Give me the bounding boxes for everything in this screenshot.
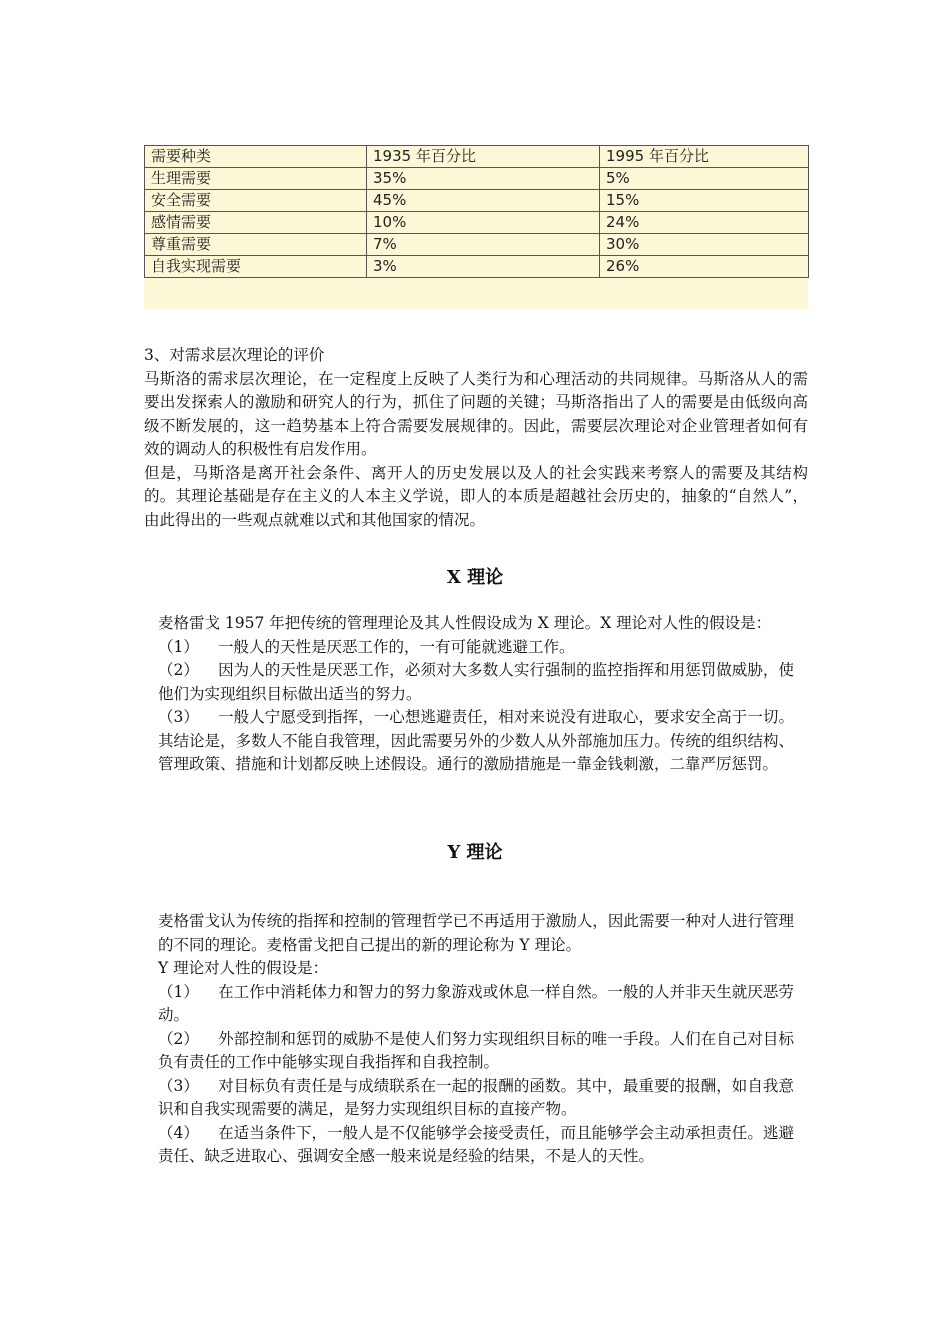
y-theory-section xyxy=(158,910,794,1169)
table-row xyxy=(145,168,809,190)
table-cell: 24% xyxy=(600,212,809,234)
item-number: （1） xyxy=(158,982,199,1001)
section-3-evaluation xyxy=(144,344,808,532)
item-number: （1） xyxy=(158,637,199,656)
table-row xyxy=(145,234,809,256)
table-cell: 5% xyxy=(600,168,809,190)
table-cell: 3% xyxy=(367,256,600,278)
item-text: 在工作中消耗体力和智力的努力象游戏或休息一样自然。一般的人并非天生就厌恶劳动。 xyxy=(158,982,794,1024)
table-row xyxy=(145,190,809,212)
item-number: （2） xyxy=(158,1029,199,1048)
table-cell: 45% xyxy=(367,190,600,212)
table-header-cell: 1935 年百分比 xyxy=(367,146,600,168)
list-item xyxy=(158,981,794,1028)
table-cell: 10% xyxy=(367,212,600,234)
table-row xyxy=(145,212,809,234)
table-cell: 自我实现需要 xyxy=(145,256,367,278)
table-cell: 26% xyxy=(600,256,809,278)
paragraph: 麦格雷戈 1957 年把传统的管理理论及其人性假设成为 X 理论。X 理论对人性的假设是： xyxy=(158,614,772,632)
item-number: （3） xyxy=(158,1076,199,1095)
y-theory-heading: Y 理论 xyxy=(447,842,503,863)
list-item xyxy=(158,1075,794,1122)
table-row xyxy=(145,256,809,278)
list-item xyxy=(158,706,794,777)
table-header-cell: 1995 年百分比 xyxy=(600,146,809,168)
item-number: （2） xyxy=(158,661,199,679)
item-text: 因为人的天性是厌恶工作，必须对大多数人实行强制的监控指挥和用惩罚做威胁，使他们为实现组织目标做出适当的努力。 xyxy=(158,661,794,703)
needs-table xyxy=(144,145,808,309)
list-item xyxy=(158,1028,794,1075)
paragraph: Y 理论对人性的假设是： xyxy=(158,959,329,977)
table-cell: 安全需要 xyxy=(145,190,367,212)
table-cell: 生理需要 xyxy=(145,168,367,190)
x-theory-section xyxy=(158,612,794,777)
item-text: 对目标负有责任是与成绩联系在一起的报酬的函数。其中，最重要的报酬，如自我意识和自我实现需要的满足，是努力实现组织目标的直接产物。 xyxy=(158,1076,794,1118)
table-header-row xyxy=(145,146,809,168)
list-item xyxy=(158,659,794,706)
section-title: 3、对需求层次理论的评价 xyxy=(144,346,325,364)
paragraph: 麦格雷戈认为传统的指挥和控制的管理哲学已不再适用于激励人，因此需要一种对人进行管理的不同的理论。麦格雷戈把自己提出的新的理论称为 Y 理论。 xyxy=(158,912,794,954)
table-header-cell: 需要种类 xyxy=(145,146,367,168)
table-cell: 感情需要 xyxy=(145,212,367,234)
paragraph: 但是，马斯洛是离开社会条件、离开人的历史发展以及人的社会实践来考察人的需要及其结构的。其理论基础是存在主义的人本主义学说，即人的本质是超越社会历史的，抽象的“自然人”，由此得出的一些观点就难以式和其他国家的情况。 xyxy=(144,463,808,529)
item-number: （3） xyxy=(158,708,199,726)
item-text: 外部控制和惩罚的威胁不是使人们努力实现组织目标的唯一手段。人们在自己对目标负有责任的工作中能够实现自我指挥和自我控制。 xyxy=(158,1029,794,1071)
item-text: 一般人宁愿受到指挥，一心想逃避责任，相对来说没有进取心，要求安全高于一切。其结论是，多数人不能自我管理，因此需要另外的少数人从外部施加压力。传统的组织结构、管理政策、措施和计划都反映上述假设。通行的激励措施是一靠金钱刺激，二靠严厉惩罚。 xyxy=(158,708,794,773)
list-item xyxy=(158,636,794,660)
item-number: （4） xyxy=(158,1123,199,1142)
paragraph: 马斯洛的需求层次理论，在一定程度上反映了人类行为和心理活动的共同规律。马斯洛从人的需要出发探索人的激励和研究人的行为，抓住了问题的关键；马斯洛指出了人的需要是由低级向高级不断发展的，这一趋势基本上符合需要发展规律的。因此，需要层次理论对企业管理者如何有效的调动人的积极性有启发作用。 xyxy=(144,369,808,458)
table-cell: 35% xyxy=(367,168,600,190)
item-text: 一般人的天性是厌恶工作的，一有可能就逃避工作。 xyxy=(218,637,575,656)
x-theory-heading: X 理论 xyxy=(446,567,504,588)
item-text: 在适当条件下，一般人是不仅能够学会接受责任，而且能够学会主动承担责任。逃避责任、缺乏进取心、强调安全感一般来说是经验的结果，不是人的天性。 xyxy=(158,1123,794,1165)
table-cell: 尊重需要 xyxy=(145,234,367,256)
table-cell: 15% xyxy=(600,190,809,212)
table-cell: 7% xyxy=(367,234,600,256)
list-item xyxy=(158,1122,794,1169)
table-cell: 30% xyxy=(600,234,809,256)
needs-table-grid xyxy=(144,145,809,278)
